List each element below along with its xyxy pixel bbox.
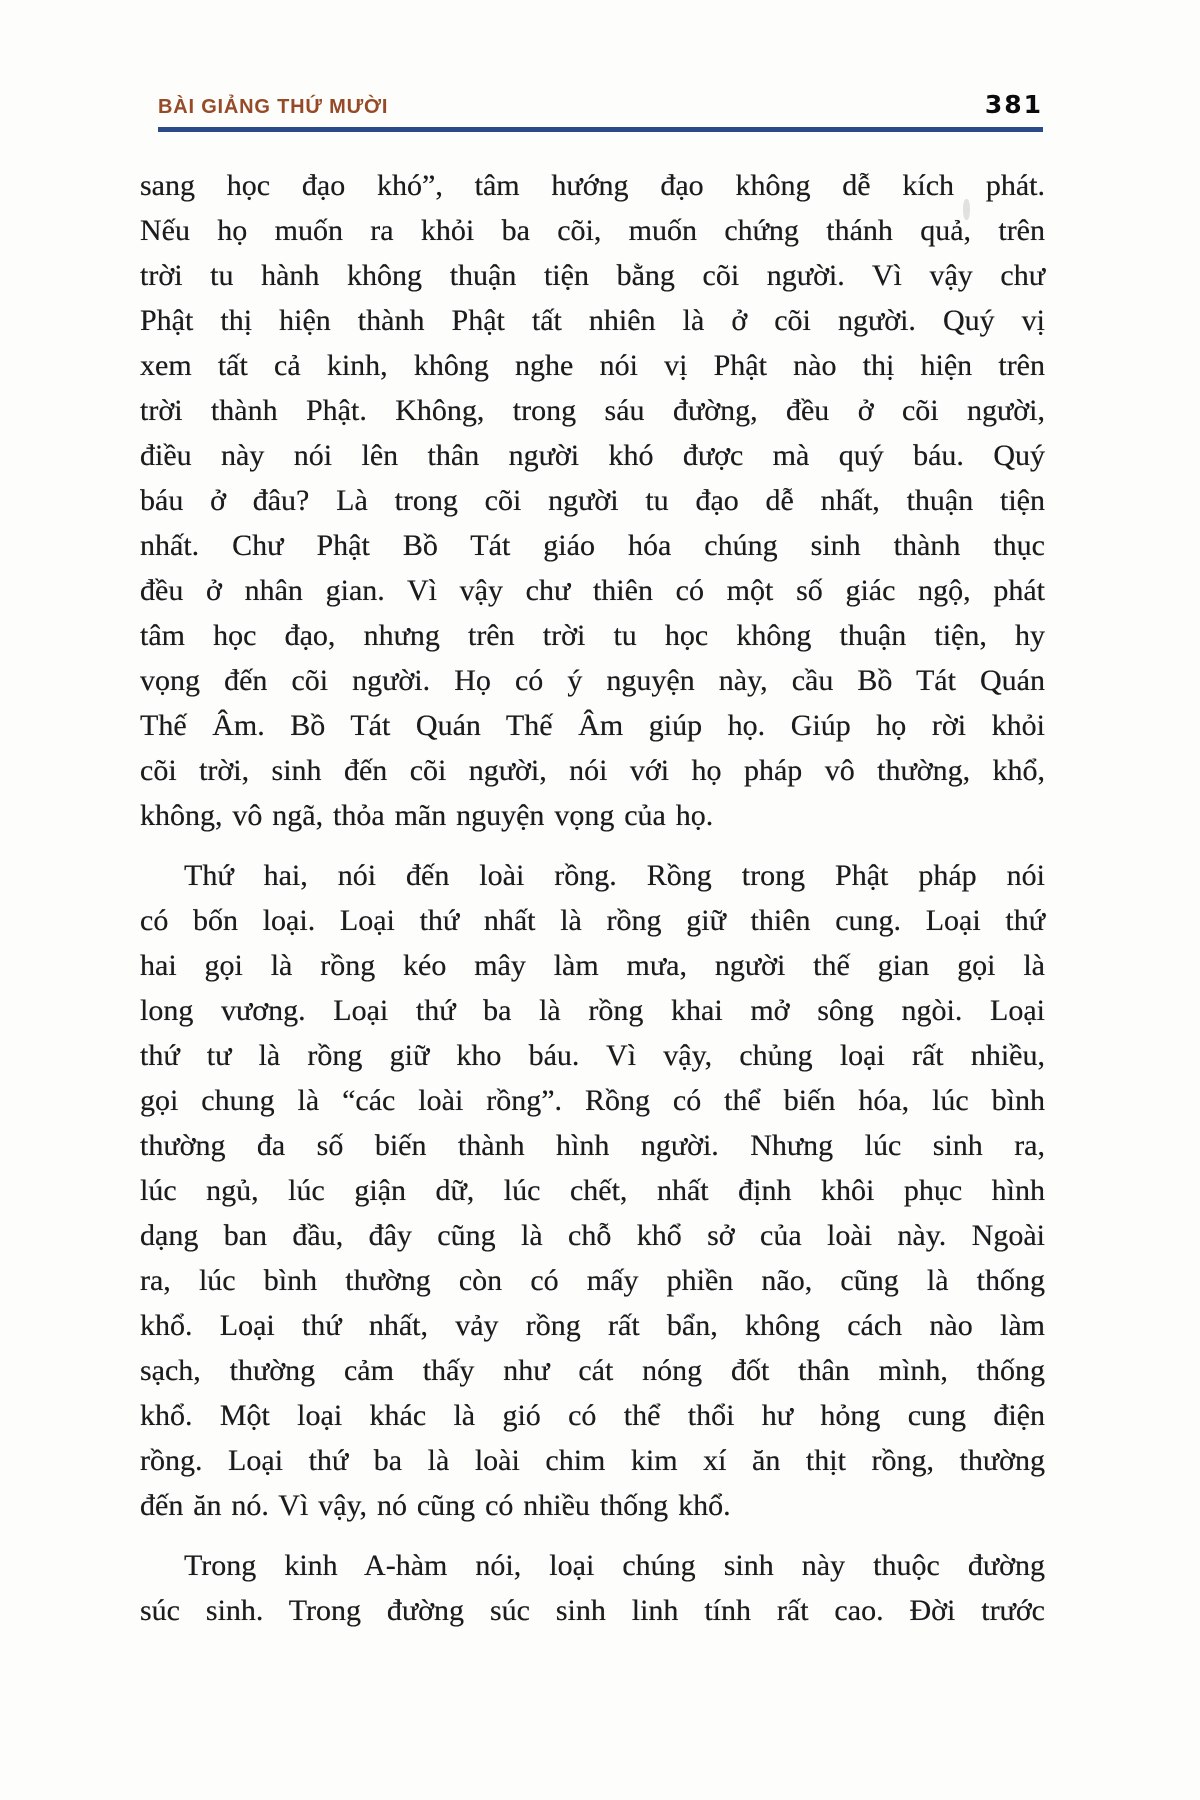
text-line: có bốn loại. Loại thứ nhất là rồng giữ thiên cung. Loại thứ	[140, 904, 1045, 937]
text-line: rồng. Loại thứ ba là loài chim kim xí ăn thịt rồng, thường	[140, 1444, 1045, 1477]
body-text	[140, 163, 1045, 1633]
text-line: gọi chung là “các loài rồng”. Rồng có thể biến hóa, lúc bình	[140, 1084, 1045, 1117]
header-rule	[158, 127, 1043, 132]
text-line: lúc ngủ, lúc giận dữ, lúc chết, nhất định khôi phục hình	[140, 1174, 1045, 1207]
text-line: Phật thị hiện thành Phật tất nhiên là ở cõi người. Quý vị	[140, 304, 1045, 337]
text-line: Nếu họ muốn ra khỏi ba cõi, muốn chứng thánh quả, trên	[140, 214, 1045, 247]
text-line: xem tất cả kinh, không nghe nói vị Phật nào thị hiện trên	[140, 349, 1045, 382]
text-line: điều này nói lên thân người khó được mà quý báu. Quý	[140, 439, 1045, 472]
text-line: đều ở nhân gian. Vì vậy chư thiên có một số giác ngộ, phát	[140, 574, 1045, 607]
text-line: súc sinh. Trong đường súc sinh linh tính rất cao. Đời trước	[140, 1594, 1045, 1627]
text-line: đến ăn nó. Vì vậy, nó cũng có nhiều thống khổ.	[140, 1489, 731, 1522]
text-line: Thứ hai, nói đến loài rồng. Rồng trong Phật pháp nói	[184, 859, 1045, 892]
text-line: dạng ban đầu, đây cũng là chỗ khổ sở của loài này. Ngoài	[140, 1219, 1045, 1252]
text-line: Thế Âm. Bồ Tát Quán Thế Âm giúp họ. Giúp họ rời khỏi	[140, 709, 1045, 742]
text-line: khổ. Một loại khác là gió có thể thổi hư hỏng cung điện	[140, 1399, 1045, 1432]
running-head: BÀI GIẢNG THỨ MƯỜI	[158, 96, 389, 118]
paragraph	[140, 853, 1045, 1528]
text-line: Trong kinh A-hàm nói, loại chúng sinh này thuộc đường	[184, 1549, 1045, 1582]
text-line: trời thành Phật. Không, trong sáu đường, đều ở cõi người,	[140, 394, 1045, 427]
text-line: nhất. Chư Phật Bồ Tát giáo hóa chúng sinh thành thục	[140, 529, 1045, 562]
page-number: 381	[984, 90, 1043, 119]
text-line: hai gọi là rồng kéo mây làm mưa, người thế gian gọi là	[140, 949, 1045, 982]
text-line: báu ở đâu? Là trong cõi người tu đạo dễ nhất, thuận tiện	[140, 484, 1045, 517]
text-line: long vương. Loại thứ ba là rồng khai mở sông ngòi. Loại	[140, 994, 1045, 1027]
text-line: không, vô ngã, thỏa mãn nguyện vọng của họ.	[140, 799, 714, 832]
text-line: vọng đến cõi người. Họ có ý nguyện này, cầu Bồ Tát Quán	[140, 664, 1045, 697]
text-line: tâm học đạo, nhưng trên trời tu học không thuận tiện, hy	[140, 619, 1045, 652]
text-line: khổ. Loại thứ nhất, vảy rồng rất bẩn, không cách nào làm	[140, 1309, 1045, 1342]
text-line: cõi trời, sinh đến cõi người, nói với họ pháp vô thường, khổ,	[140, 754, 1045, 787]
text-line: sang học đạo khó”, tâm hướng đạo không dễ kích phát.	[140, 169, 1045, 202]
text-line: thường đa số biến thành hình người. Nhưng lúc sinh ra,	[140, 1129, 1045, 1162]
text-line: trời tu hành không thuận tiện bằng cõi người. Vì vậy chư	[140, 259, 1045, 292]
text-line: sạch, thường cảm thấy như cát nóng đốt thân mình, thống	[140, 1354, 1045, 1387]
paragraph	[140, 1543, 1045, 1633]
text-line: ra, lúc bình thường còn có mấy phiền não, cũng là thống	[140, 1264, 1045, 1297]
text-line: thứ tư là rồng giữ kho báu. Vì vậy, chủng loại rất nhiều,	[140, 1039, 1045, 1072]
paragraph	[140, 163, 1045, 838]
